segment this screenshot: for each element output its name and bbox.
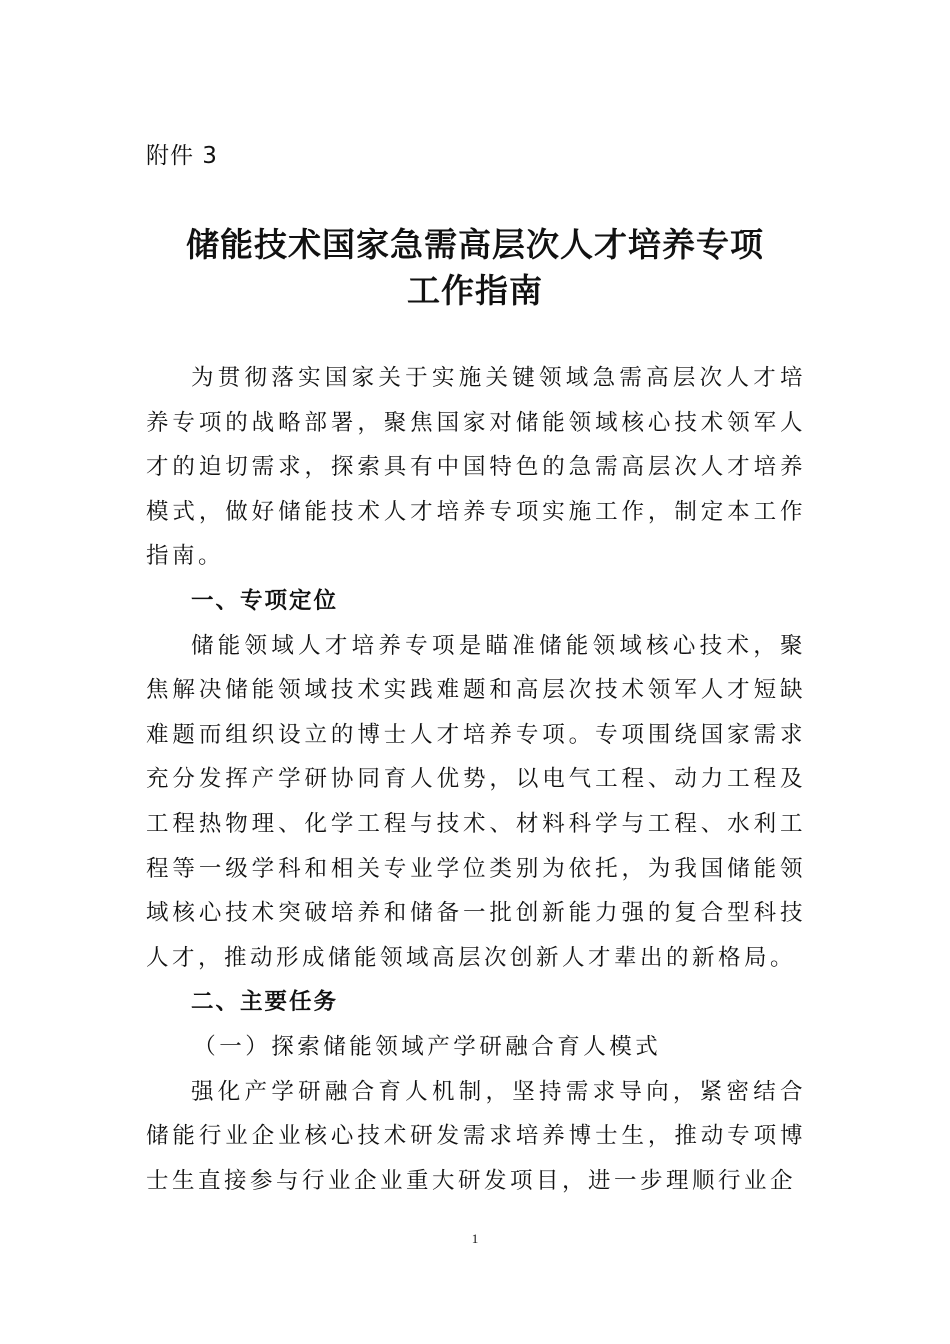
section-2-subheading-1: （一）探索储能领域产学研融合育人模式 — [193, 1033, 662, 1060]
section-2-sub-1-paragraph: 强化产学研融合育人机制，坚持需求导向，紧密结合储能行业企业核心技术研发需求培养博士生，推动专项博士生直接参与行业企业重大研发项目，进一步理顺行业企 — [146, 1078, 806, 1194]
intro-paragraph: 为贯彻落实国家关于实施关键领域急需高层次人才培养专项的战略部署，聚焦国家对储能领域核心技术领军人才的迫切需求，探索具有中国特色的急需高层次人才培养模式，做好储能技术人才培养专项实施工作，制定本工作指南。 — [146, 365, 806, 570]
document-body — [146, 356, 806, 1203]
page-number: 1 — [471, 1231, 479, 1246]
section-2-heading: 二、主要任务 — [191, 989, 339, 1016]
document-title-line-2: 工作指南 — [407, 271, 543, 310]
section-1-paragraph: 储能领域人才培养专项是瞄准储能领域核心技术，聚焦解决储能领域技术实践难题和高层次技术领军人才短缺难题而组织设立的博士人才培养专项。专项围绕国家需求充分发挥产学研协同育人优势，以电气工程、动力工程及工程热物理、化学工程与技术、材料科学与工程、水利工程等一级学科和相关专业学位类别为依托，为我国储能领域核心技术突破培养和储备一批创新能力强的复合型科技人才，推动形成储能领域高层次创新人才辈出的新格局。 — [146, 632, 806, 971]
document-title-line-1: 储能技术国家急需高层次人才培养专项 — [186, 225, 764, 264]
section-1-heading: 一、专项定位 — [191, 587, 339, 614]
attachment-label: 附件 3 — [146, 143, 218, 169]
